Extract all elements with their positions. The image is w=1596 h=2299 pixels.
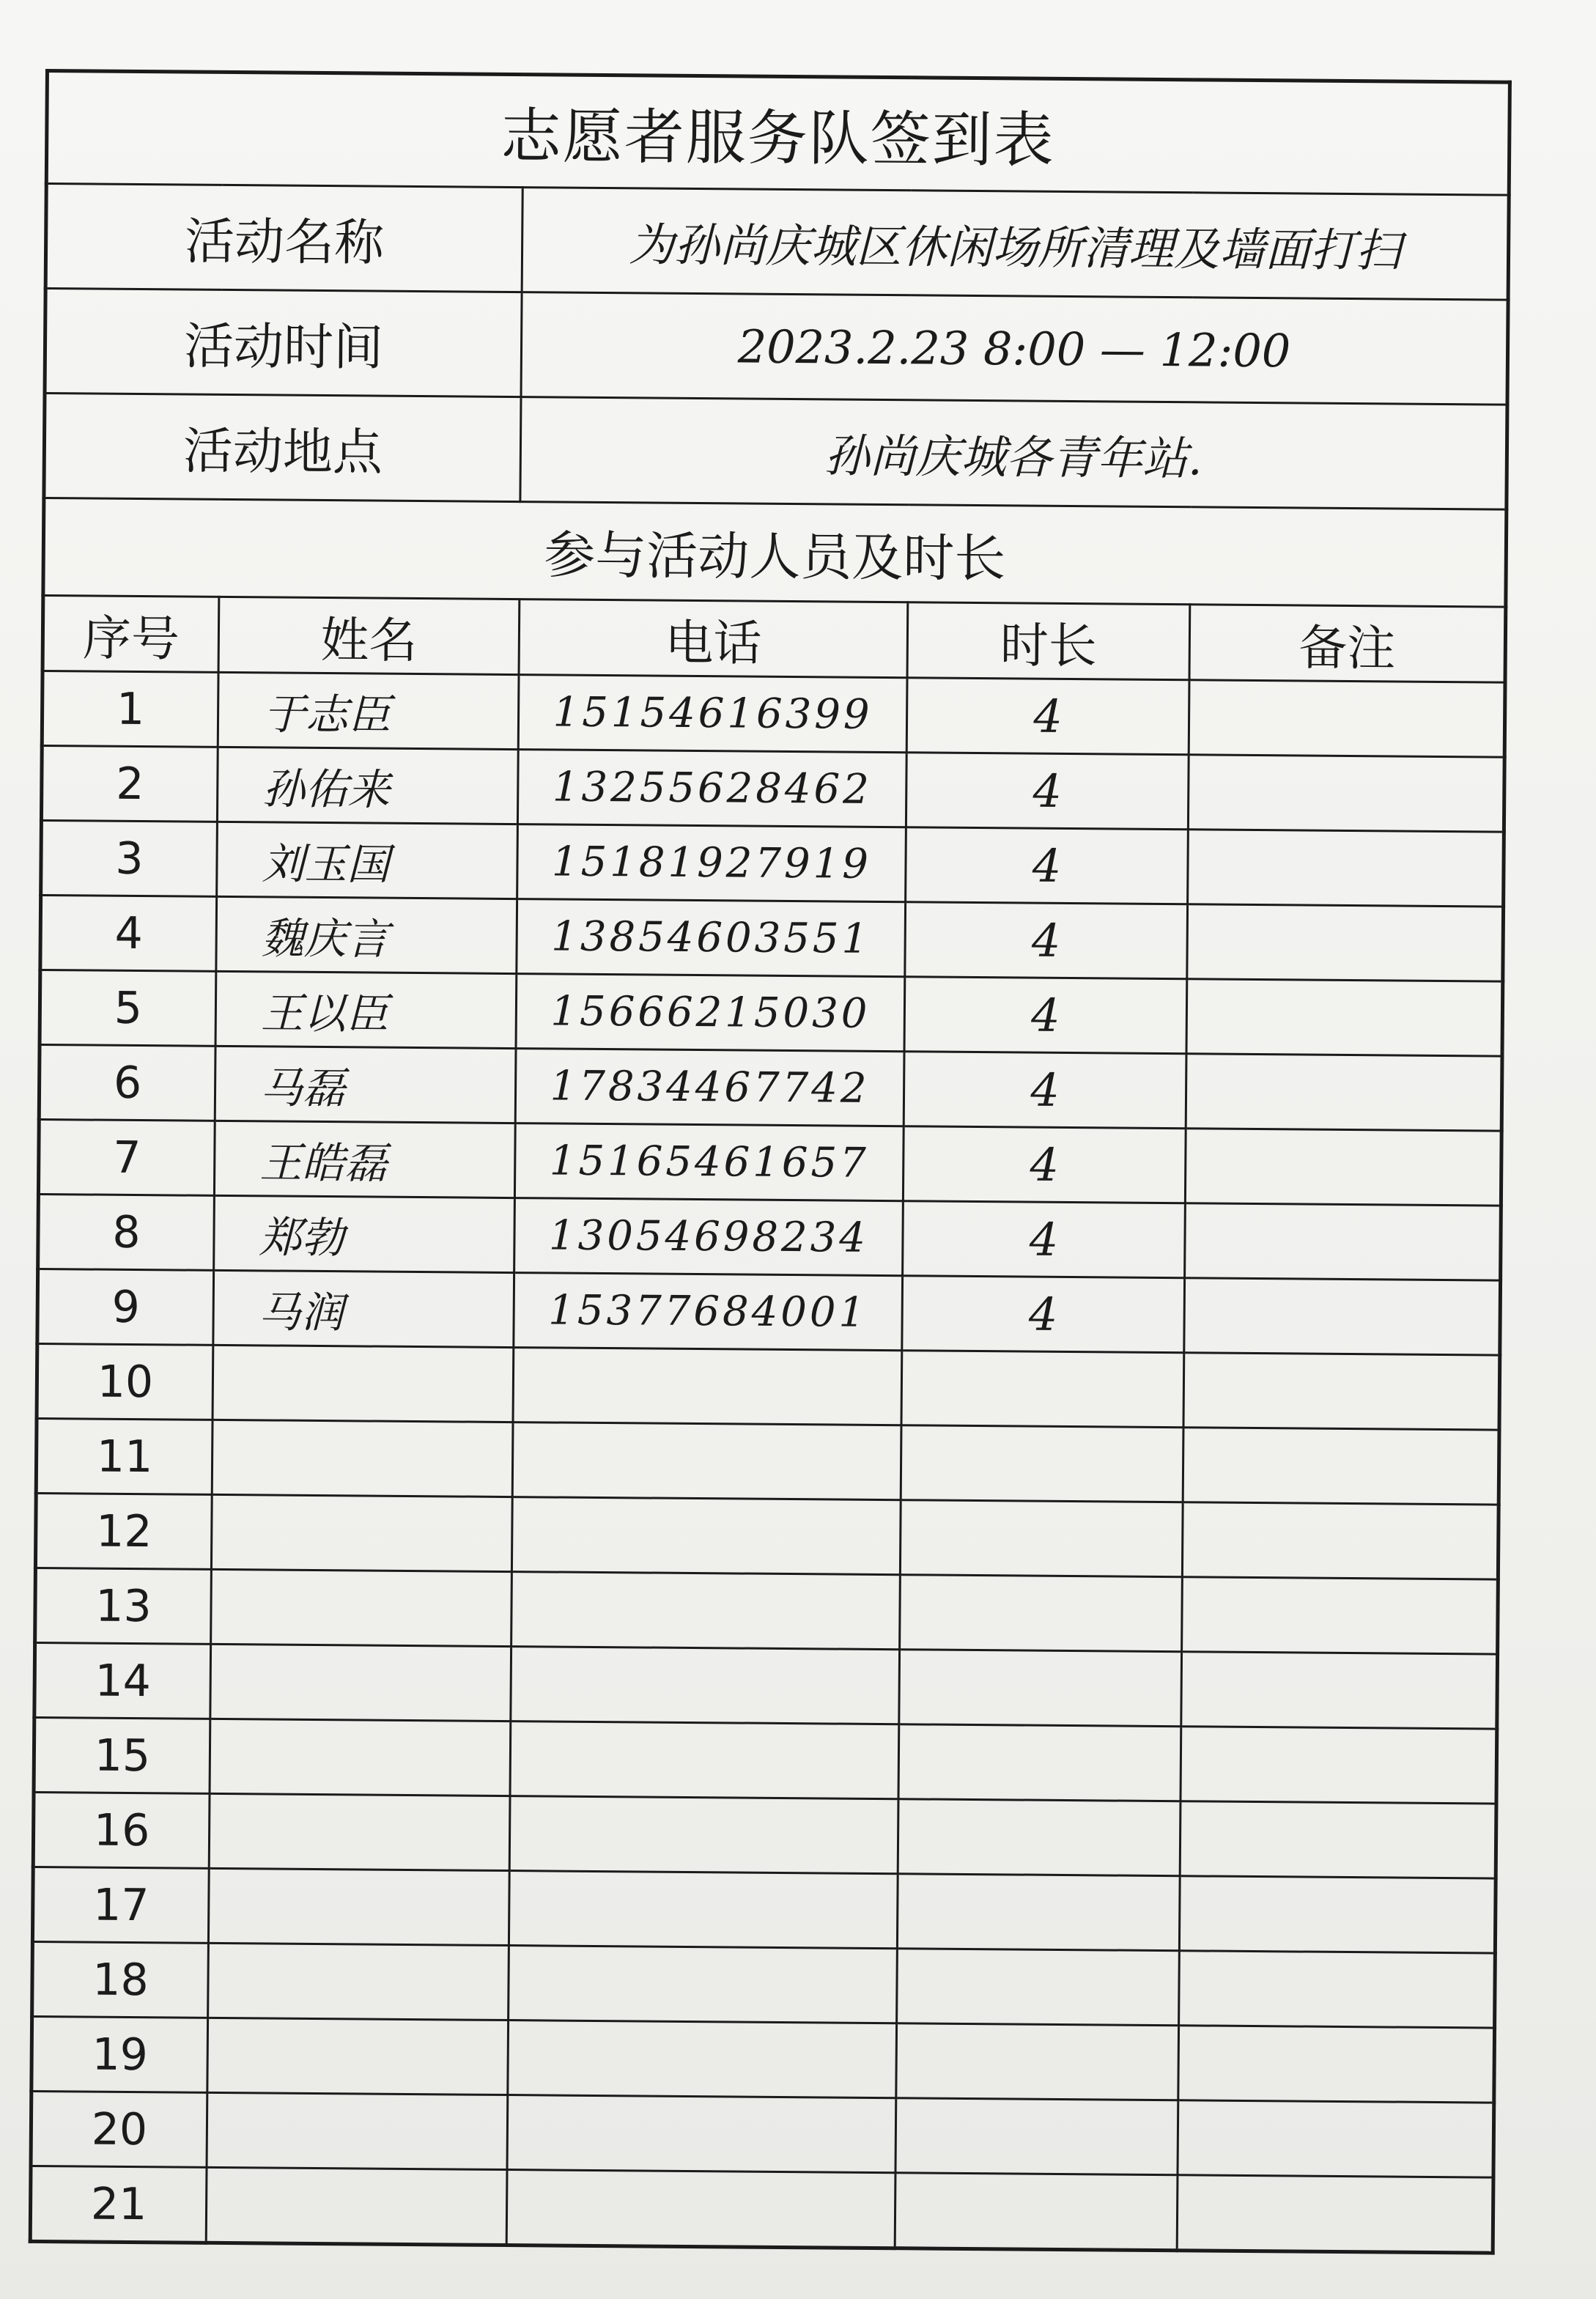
participant-phone: 15154616399 [518, 675, 907, 753]
participant-hours [895, 2098, 1178, 2175]
participant-phone [511, 1647, 900, 1724]
form-title: 志愿者服务队签到表 [46, 71, 1510, 196]
participant-note [1184, 1278, 1501, 1355]
table-row [42, 671, 1505, 757]
participant-name [207, 2018, 509, 2095]
table-row [35, 1493, 1499, 1579]
table-row [40, 895, 1504, 981]
participant-note [1181, 1727, 1497, 1804]
participant-note [1183, 1353, 1500, 1430]
column-header-phone: 电话 [519, 599, 908, 678]
participant-phone: 13854603551 [517, 899, 906, 977]
participant-phone: 15377684001 [514, 1273, 903, 1351]
row-number: 3 [41, 820, 218, 896]
participant-name [210, 1719, 511, 1796]
participants-section-title: 参与活动人员及时长 [43, 498, 1507, 608]
participant-note [1179, 1951, 1496, 2028]
row-number: 13 [35, 1568, 212, 1644]
row-number: 9 [37, 1269, 214, 1345]
participant-note [1182, 1502, 1499, 1579]
row-number: 17 [32, 1867, 209, 1943]
table-row [40, 970, 1503, 1056]
participant-hours [898, 1724, 1181, 1801]
table-row [33, 1792, 1496, 1878]
participant-hours [901, 1425, 1183, 1502]
participant-hours: 4 [906, 753, 1189, 830]
participant-note [1181, 1652, 1498, 1729]
participant-note [1179, 1876, 1496, 1953]
sign-in-table [29, 69, 1512, 2255]
row-number: 8 [38, 1194, 215, 1270]
table-row [31, 2091, 1494, 2177]
participant-hours: 4 [903, 1126, 1186, 1203]
participant-note [1180, 1801, 1496, 1878]
participant-name [211, 1569, 512, 1646]
participant-name [212, 1420, 513, 1497]
participant-note [1187, 904, 1504, 981]
activity-time-label: 活动时间 [45, 289, 522, 397]
participant-name [210, 1644, 511, 1721]
participant-name: 魏庆言 [216, 896, 517, 973]
row-number: 19 [32, 2016, 208, 2092]
participant-phone: 15165461657 [514, 1123, 904, 1201]
row-number: 18 [32, 1941, 209, 2018]
row-number: 4 [40, 895, 217, 971]
participant-hours: 4 [906, 678, 1189, 755]
table-row [36, 1418, 1499, 1505]
table-row [41, 820, 1504, 907]
column-header-note: 备注 [1189, 605, 1506, 682]
participant-phone [511, 1572, 901, 1650]
participant-hours [896, 2023, 1179, 2100]
participant-hours: 4 [905, 902, 1188, 979]
participant-phone [511, 1497, 901, 1575]
participant-note [1189, 680, 1505, 757]
column-header-name: 姓名 [218, 597, 520, 674]
table-row [41, 745, 1504, 832]
participant-phone: 13054698234 [514, 1198, 904, 1276]
participant-name: 王皓磊 [214, 1121, 515, 1198]
row-number: 5 [40, 970, 216, 1046]
table-row [32, 1867, 1496, 1953]
participant-phone [513, 1348, 902, 1425]
participant-name [211, 1494, 512, 1571]
participant-phone: 15181927919 [517, 824, 906, 902]
participant-name [209, 1793, 510, 1870]
row-number: 14 [34, 1642, 211, 1719]
activity-location-value: 孙尚庆城各青年站. [520, 397, 1507, 510]
row-number: 20 [31, 2091, 207, 2167]
participant-phone [512, 1422, 901, 1500]
participant-hours: 4 [906, 827, 1189, 904]
table-row [32, 2016, 1495, 2103]
participant-name: 王以臣 [215, 971, 517, 1048]
participant-hours [899, 1650, 1182, 1727]
participant-hours [897, 1949, 1180, 2026]
participant-phone [507, 2095, 896, 2173]
activity-time-value: 2023.2.23 8:00 — 12:00 [521, 292, 1508, 405]
participant-hours [901, 1351, 1184, 1428]
table-row [38, 1194, 1501, 1280]
participant-name: 马磊 [215, 1046, 516, 1123]
activity-location-label: 活动地点 [44, 394, 521, 502]
participant-hours: 4 [902, 1276, 1185, 1353]
participant-note [1178, 2026, 1495, 2103]
participant-hours: 4 [904, 977, 1187, 1054]
row-number: 2 [41, 745, 218, 822]
participant-note [1185, 1129, 1501, 1206]
participant-note [1188, 755, 1504, 832]
participant-hours: 4 [904, 1052, 1186, 1129]
participant-phone [506, 2170, 895, 2248]
row-number: 11 [36, 1418, 213, 1494]
column-header-no: 序号 [43, 595, 219, 672]
participant-name: 郑勃 [214, 1195, 515, 1272]
participant-name: 刘玉国 [217, 822, 518, 898]
participant-hours: 4 [903, 1201, 1186, 1278]
table-row [34, 1642, 1498, 1729]
row-number: 16 [33, 1792, 210, 1868]
row-number: 7 [38, 1119, 215, 1195]
activity-name-label: 活动名称 [45, 184, 522, 292]
participant-hours [897, 1874, 1180, 1951]
participant-phone [509, 1871, 898, 1949]
row-number: 6 [39, 1044, 215, 1121]
row-number: 10 [37, 1343, 213, 1420]
row-number: 12 [35, 1493, 212, 1569]
participant-note [1178, 2100, 1494, 2177]
participant-name [213, 1345, 514, 1422]
row-number: 21 [30, 2166, 207, 2243]
participant-name [208, 1943, 509, 2020]
row-number: 15 [34, 1717, 210, 1793]
table-row [37, 1343, 1500, 1430]
participant-note [1185, 1203, 1501, 1280]
table-row [35, 1568, 1499, 1654]
participant-note [1186, 979, 1503, 1056]
participant-phone: 15666215030 [516, 974, 905, 1052]
table-row [39, 1044, 1502, 1131]
participant-phone [509, 1796, 898, 1874]
table-row [34, 1717, 1497, 1804]
participant-name: 孙佑来 [217, 747, 518, 824]
participant-phone: 17834467742 [515, 1049, 904, 1126]
participant-hours [900, 1500, 1183, 1577]
activity-name-value: 为孙尚庆城区休闲场所清理及墙面打扫 [522, 188, 1509, 300]
participant-name [206, 2167, 507, 2245]
participant-phone [510, 1722, 899, 1799]
participant-phone [509, 1946, 898, 2023]
sign-in-sheet [29, 69, 1508, 2250]
participant-name: 马润 [213, 1270, 514, 1347]
participant-name: 于志臣 [218, 672, 519, 749]
participant-note [1182, 1577, 1499, 1654]
participant-hours [898, 1799, 1181, 1876]
participant-note [1177, 2175, 1493, 2253]
participant-note [1186, 1054, 1502, 1131]
participant-name [207, 2092, 508, 2169]
table-row [30, 2166, 1493, 2253]
row-number: 1 [42, 671, 218, 747]
participant-phone [508, 2021, 897, 2098]
participant-hours [900, 1575, 1183, 1652]
column-header-hours: 时长 [907, 602, 1190, 680]
participant-note [1188, 830, 1504, 907]
table-row [37, 1269, 1501, 1355]
participant-hours [895, 2173, 1178, 2251]
participant-note [1183, 1428, 1499, 1505]
participant-name [208, 1868, 509, 1945]
participant-phone: 13255628462 [517, 750, 906, 827]
table-row [38, 1119, 1501, 1206]
table-row [32, 1941, 1496, 2028]
